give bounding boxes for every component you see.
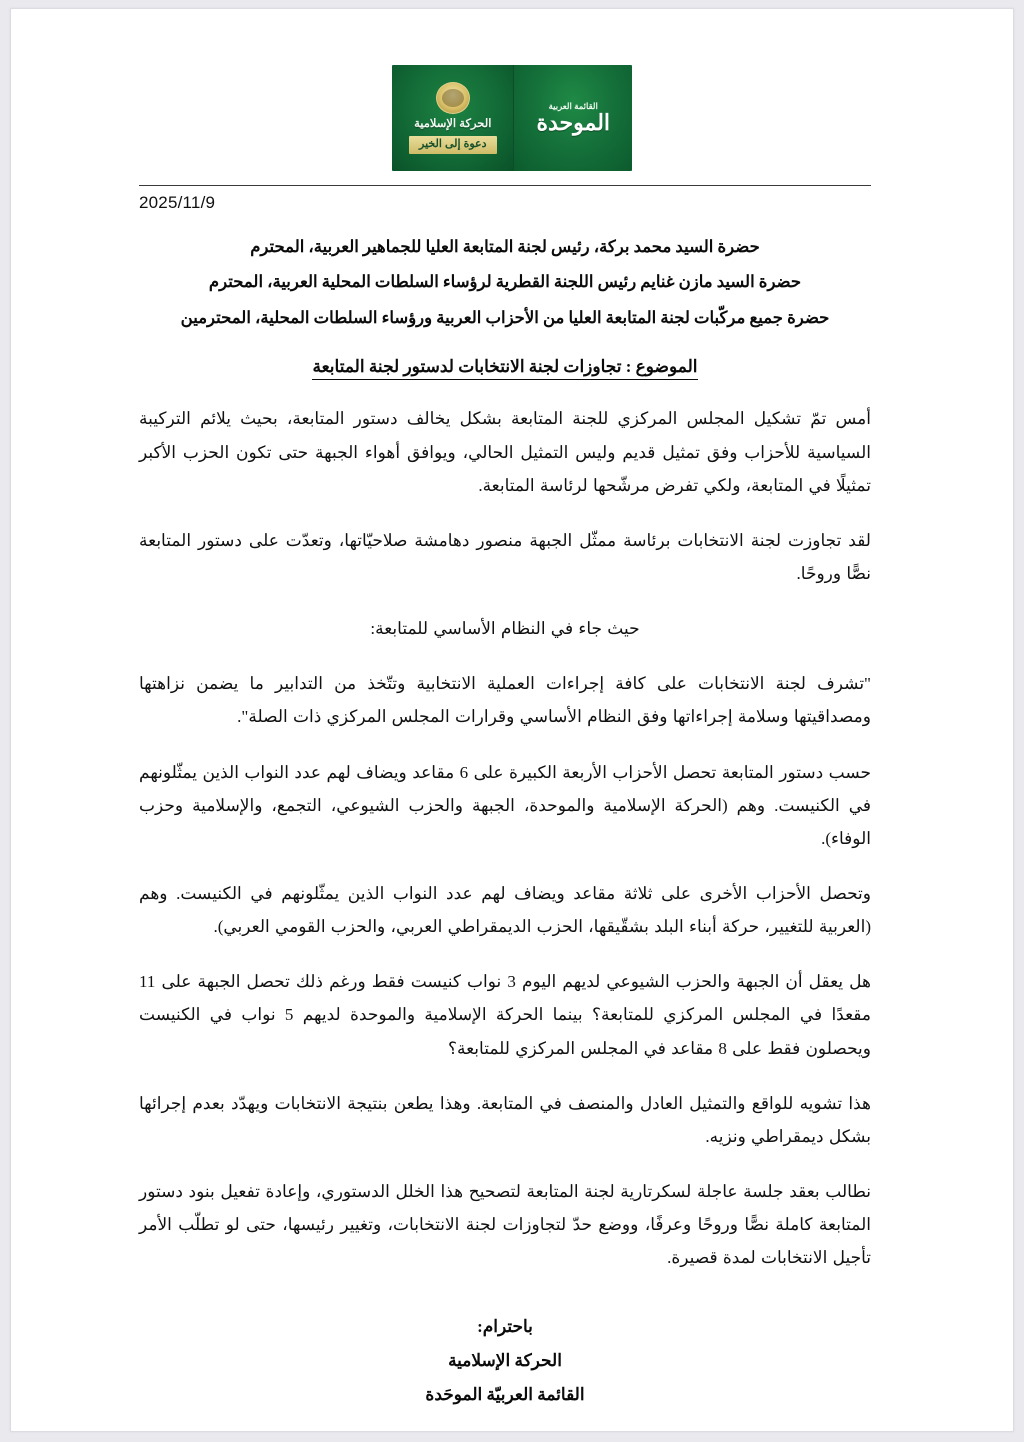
- logo-movement-name: الحركة الإسلامية: [414, 118, 492, 131]
- logo-left-pane: [514, 65, 632, 171]
- addressee-line: حضرة السيد محمد بركة، رئيس لجنة المتابعة العليا للجماهير العربية، المحترم: [250, 237, 760, 256]
- organization-logo: [392, 65, 632, 171]
- subject-block: [139, 357, 871, 380]
- body-paragraph: وتحصل الأحزاب الأخرى على ثلاثة مقاعد ويضاف لهم عدد النواب الذين يمثّلونهم في الكنيست. وهم (العربية للتغيير، حركة أبناء البلد بشقّيقها، الحزب الديمقراطي العربي، والحزب القومي العربي).: [139, 883, 871, 937]
- header-divider: [139, 185, 871, 186]
- logo-slogan: دعوة إلى الخير: [409, 136, 497, 154]
- signature-line: القائمة العربيّة الموحَدة: [425, 1385, 585, 1405]
- body-paragraph: حسب دستور المتابعة تحصل الأحزاب الأربعة الكبيرة على 6 مقاعد ويضاف لهم عدد النواب الذين يمثّلونهم في الكنيست. وهم (الحركة الإسلامية والموحدة، الجبهة والحزب الشيوعي، التجمع، والإسلامية وحزب الوفاء).: [139, 762, 871, 848]
- addressee-block: [139, 229, 871, 335]
- signature-block: [139, 1310, 871, 1412]
- body-paragraph: هذا تشويه للواقع والتمثيل العادل والمنصف في المتابعة. وهذا يطعن بنتيجة الانتخابات ويهدّد بعدم إجرائها بشكل ديمقراطي ونزيه.: [139, 1093, 871, 1146]
- subject-title: الموضوع : تجاوزات لجنة الانتخابات لدستور لجنة المتابعة: [312, 357, 697, 380]
- body-paragraph: لقد تجاوزت لجنة الانتخابات برئاسة ممثّل الجبهة منصور دهامشة صلاحيّاتها، وتعدّت على دستور المتابعة نصًّا وروحًا.: [139, 530, 871, 583]
- body-paragraph: نطالب بعقد جلسة عاجلة لسكرتارية لجنة المتابعة لتصحيح هذا الخلل الدستوري، وإعادة تفعيل بنود دستور المتابعة كاملة نصًّا وروحًا وعرفًا، ووضع حدّ لتجاوزات لجنة الانتخابات، وتغيير رئيسها، حتى لو تطلّب الأمر تأجيل الانتخابات لمدة قصيرة.: [139, 1181, 871, 1268]
- quoted-regulation: "تشرف لجنة الانتخابات على كافة إجراءات العملية الانتخابية وتتّخذ من التدابير ما يضمن نزاهتها ومصداقيتها وسلامة إجراءاتها وفق النظام الأساسي وقرارات المجلس المركزي ذات الصلة".: [139, 674, 871, 727]
- logo-banner: [11, 9, 1013, 171]
- logo-list-name-small: القائمة العربية: [548, 101, 598, 112]
- emblem-seal-icon: [436, 82, 470, 114]
- logo-right-pane: [392, 65, 514, 171]
- signature-line: الحركة الإسلامية: [448, 1351, 562, 1371]
- letter-date: 2025/11/9: [139, 193, 216, 212]
- document-page: [10, 8, 1014, 1432]
- body-paragraph: أمس تمّ تشكيل المجلس المركزي للجنة المتابعة بشكل يخالف دستور المتابعة، بحيث يلائم التركيبة السياسية للأحزاب وفق تمثيل قديم وليس التمثيل الحالي، ويوافق أهواء الجبهة حتى تكون الحزب الأكبر تمثيلًا في المتابعة، ولكي تفرض مرشّحها لرئاسة المتابعة.: [139, 409, 871, 495]
- addressee-line: حضرة السيد مازن غنايم رئيس اللجنة القطرية لرؤساء السلطات المحلية العربية، المحترم: [208, 272, 802, 292]
- logo-list-name-big: الموحدة: [536, 109, 611, 135]
- signature-closing: باحترام:: [477, 1317, 533, 1337]
- body-paragraph: هل يعقل أن الجبهة والحزب الشيوعي لديهم اليوم 3 نواب كنيست فقط ورغم ذلك تحصل الجبهة على 11 مقعدًا في المجلس المركزي للمتابعة؟ بينما الحركة الإسلامية والموحدة لديهم 5 نواب في الكنيست ويحصلون فقط على 8 مقاعد في المجلس المركزي للمتابعة؟: [139, 972, 872, 1058]
- addressee-line: حضرة جميع مركّبات لجنة المتابعة العليا من الأحزاب العربية ورؤساء السلطات المحلية، المحترمين: [180, 307, 830, 327]
- document-content: [11, 185, 1013, 1412]
- body-paragraph-intro-quote: حيث جاء في النظام الأساسي للمتابعة:: [370, 619, 640, 639]
